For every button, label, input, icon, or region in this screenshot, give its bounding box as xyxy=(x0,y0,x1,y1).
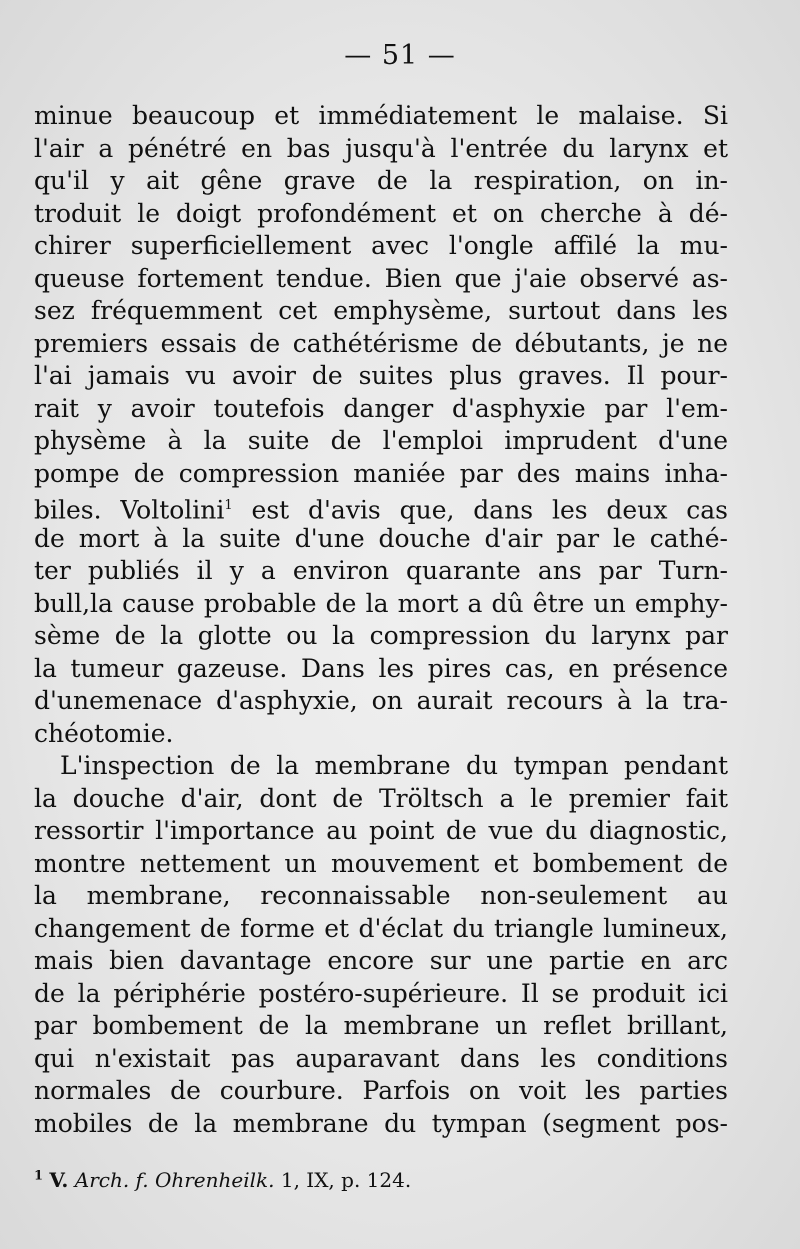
text-line: normales de courbure. Parfois on voit les parties xyxy=(34,1076,728,1105)
footnote-journal: Arch. f. Ohrenheilk. xyxy=(74,1168,275,1192)
text-line: chirer superficiellement avec l'ongle affilé la mu- xyxy=(34,231,728,260)
text-line: sez fréquemment cet emphysème, surtout dans les xyxy=(34,296,728,325)
text-line: l'air a pénétré en bas jusqu'à l'entrée du larynx et xyxy=(34,133,728,163)
text-line: de mort à la suite d'une douche d'air par le cathé- xyxy=(34,523,728,553)
text-line: changement de forme et d'éclat du triangle lumineux, xyxy=(34,913,728,943)
text-line: par bombement de la membrane un reflet brillant, xyxy=(34,1011,728,1040)
text-line: d'unemenace d'asphyxie, on aurait recours à la tra- xyxy=(34,686,728,715)
text-fragment: est d'avis que, dans les deux cas xyxy=(232,495,728,525)
text-line: qui n'existait pas auparavant dans les conditions xyxy=(34,1043,728,1073)
body-text xyxy=(34,100,728,1140)
text-line: rait y avoir toutefois danger d'asphyxie par l'em- xyxy=(34,393,728,423)
text-line: pompe de compression maniée par des mains inha- xyxy=(34,458,728,488)
text-line: qu'il y ait gêne grave de la respiration, on in- xyxy=(34,166,728,195)
text-line: physème à la suite de l'emploi imprudent d'une xyxy=(34,426,728,455)
page-number: — 51 — xyxy=(344,40,456,71)
text-line: l'ai jamais vu avoir de suites plus graves. Il pour- xyxy=(34,361,728,390)
text-line: L'inspection de la membrane du tympan pendant xyxy=(60,751,728,780)
text-line: minue beaucoup et immédiatement le malaise. Si xyxy=(34,101,728,130)
text-line: la tumeur gazeuse. Dans les pires cas, en présence xyxy=(34,653,728,683)
text-line: bull,la cause probable de la mort a dû être un emphy- xyxy=(34,588,728,618)
text-line: troduit le doigt profondément et on cherche à dé- xyxy=(34,198,728,228)
text-line: montre nettement un mouvement et bombement de xyxy=(34,848,728,878)
text-line-with-footnote-ref xyxy=(34,490,728,523)
text-line: premiers essais de cathétérisme de débutants, je ne xyxy=(34,328,728,358)
text-line: sème de la glotte ou la compression du larynx par xyxy=(34,621,728,650)
text-line: queuse fortement tendue. Bien que j'aie observé as- xyxy=(34,263,728,293)
footnote-mark: 1 xyxy=(34,1168,44,1184)
text-line: mobiles de la membrane du tympan (segment pos- xyxy=(34,1108,728,1138)
text-line: la membrane, reconnaissable non-seulement au xyxy=(34,881,728,910)
footnote-citation: 1, IX, p. 124. xyxy=(274,1168,412,1192)
text-line: ter publiés il y a environ quarante ans par Turn- xyxy=(34,556,728,585)
text-fragment: biles. Voltolini xyxy=(34,495,225,525)
text-line: chéotomie. xyxy=(34,718,174,748)
text-line: mais bien davantage encore sur une partie en arc xyxy=(34,946,728,975)
text-line: la douche d'air, dont de Tröltsch a le premier fait xyxy=(34,783,728,813)
text-line: ressortir l'importance au point de vue du diagnostic, xyxy=(34,816,728,845)
text-line: de la périphérie postéro-supérieure. Il se produit ici xyxy=(34,978,728,1008)
footnote-v: V. xyxy=(49,1168,69,1192)
footnote-reference: 1 xyxy=(224,498,233,513)
footnote xyxy=(34,1168,411,1192)
